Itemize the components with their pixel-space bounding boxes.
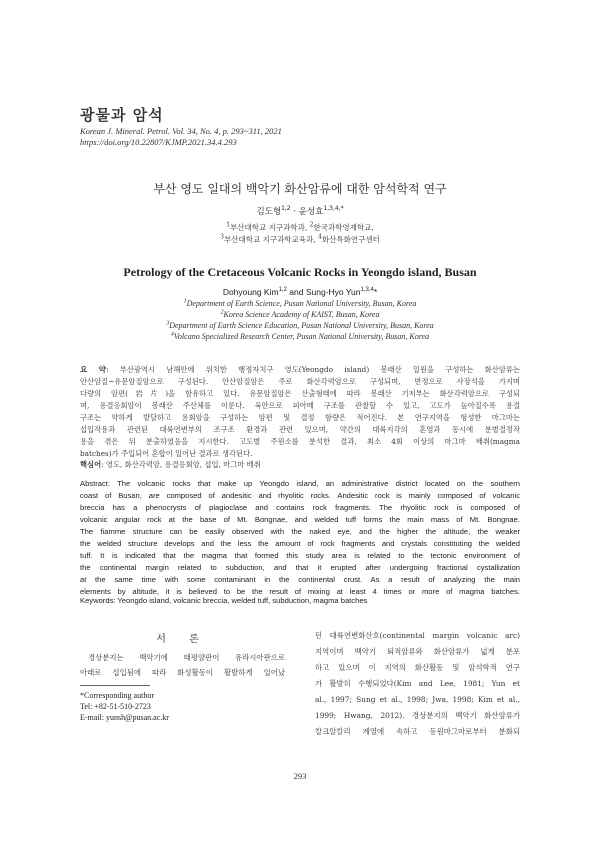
aff-sup: 3 [220, 233, 224, 241]
body-line: 던 대륙연변화산호(continental margin volcanic arc) [315, 631, 520, 640]
korean-affiliation-line-1 [0, 222, 600, 234]
korean-author-2: · 윤성효 [290, 207, 324, 217]
keywords-text: : Yeongdo island, volcanic breccia, welded tuff, subduction, magma batches [113, 596, 368, 605]
journal-name: 광물과 암석 [80, 106, 164, 124]
abstract-line: 용을 겪은 뒤 분출하였음을 지시한다. 고도별 주원소를 분석한 결과, 최소 4회 이상의 마그마 배취(magma [80, 437, 520, 446]
corresponding-star: * [373, 287, 378, 297]
abstract-line: coast of Busan, are composed of andesitic and rhyolitic rocks. Andesitic rock is mainly composed of volcanic [80, 491, 520, 500]
korean-authors [0, 205, 600, 217]
english-affiliation-4 [0, 331, 600, 342]
korean-author-1: 김도형 [256, 207, 282, 217]
abstract-line: the continental margin related to subduction, and that it erupted after undergoing fractional cystallization [80, 563, 520, 572]
footnote-email[interactable]: E-mail: yunsh@pusan.ac.kr [80, 713, 169, 722]
aff-sup: 1 [226, 221, 231, 229]
abstract-line: tuff. It is indicated that the magma that formed this study area is related to the tectonic environment of [80, 551, 520, 560]
footnote-tel: Tel: +82-51-510-2723 [80, 702, 151, 711]
abstract-line: batches)가 주입되어 혼합이 일어난 결과로 생각된다. [80, 449, 253, 458]
english-aff-text: Volcano Specialized Research Center, Pusan National University, Busan, Korea [173, 332, 430, 341]
english-aff-text: Department of Earth Science, Pusan National University, Busan, Korea [186, 299, 417, 308]
body-line: al., 1997; Sung et al., 1998; Jwa, 1998; Kim et al., [315, 695, 520, 704]
footnote-divider [80, 685, 150, 686]
aff-sup: 3 [166, 320, 170, 327]
body-line: 1999; Hwang, 2012). 경상분지의 백악기 화산암류가 [315, 711, 520, 720]
left-column-text [80, 650, 285, 680]
keywords-text: : 영도, 화산각력암, 용결응회암, 섭입, 마그마 배취 [101, 460, 261, 469]
keywords-label: Keywords [80, 596, 114, 605]
english-keywords [80, 596, 520, 605]
body-line: 가 활발히 수행되었다(Kim and Lee, 1981; Yun et [315, 679, 520, 688]
aff-sup: 2 [309, 221, 314, 229]
english-title: Petrology of the Cretaceous Volcanic Rocks in Yeongdo island, Busan [123, 265, 477, 279]
author-1-superscript: 1,2 [278, 287, 287, 294]
english-author-2: and Sung-Hyo Yun [286, 287, 361, 297]
english-affiliation-1 [0, 298, 600, 309]
body-line: 하고 있으며 이 지역의 화산활동 및 암석학적 연구 [315, 663, 520, 672]
abstract-text: : 부산광역시 남해안에 위치한 행정자치구 영도(Yeongdo island) 봉래산 일원을 구성하는 화산암류는 [106, 365, 521, 374]
author-2-superscript: 1,3,4, [323, 205, 341, 213]
korean-keywords [80, 460, 520, 470]
abstract-text: : The volcanic rocks that make up Yeongdo island, an administrative district located on the southern [107, 479, 520, 488]
abstract-line: 다량의 암편(岩片)을 함유하고 있다. 유문암질암은 산출형태에 따라 봉래산 기저부는 화산각력암으로 구성되 [80, 389, 520, 398]
abstract-line: breccia has a phenocrysts of plagioclase and contains rock fragments. The rhyolitic rock is composed of [80, 503, 520, 512]
abstract-label: Abstract [80, 479, 108, 488]
citation-block [80, 126, 282, 148]
citation: Korean J. Mineral. Petrol. Vol. 34, No. 4, p. 293~311, 2021 [80, 126, 282, 136]
english-aff-text: Department of Earth Science Education, Pusan National University, Busan, Korea [169, 321, 434, 330]
abstract-line: elements by altitude, it is believed to be the result of mixing at least 4 times or more of magma batches. [80, 587, 520, 596]
abstract-line: volcanic angular rock at the base of Mt. Bongnae, and welded tuff forms the main mass of Mt. Bongnae. [80, 515, 520, 524]
abstract-line: 안산암질~유문암질암으로 구성된다. 안산암질암은 주로 화산각력암으로 구성되며, 반정으로 사장석을 가지며 [80, 377, 520, 386]
body-line: 칼크알칼리 계열에 속하고 동원마그마로부터 분화되 [315, 727, 520, 736]
corresponding-star: * [340, 205, 344, 213]
keywords-label: 핵심어 [80, 460, 102, 469]
korean-aff-4: 화산특화연구센터 [321, 235, 380, 244]
english-affiliations [0, 298, 600, 342]
aff-sup: 1 [183, 298, 187, 305]
abstract-line [80, 364, 520, 376]
english-author-1: Dohyoung Kim [222, 287, 279, 297]
footnote-corresponding: *Corresponding author [80, 691, 154, 700]
abstract-line: The fiamme structure can be easily observed with the naked eye, and the higher the altitude, the weaker [80, 527, 520, 536]
section-heading-introduction: 서 론 [156, 634, 209, 645]
page-number: 293 [293, 771, 307, 781]
author-1-superscript: 1,2 [281, 205, 291, 213]
english-authors [0, 287, 600, 297]
aff-sup: 4 [170, 331, 174, 338]
korean-aff-3: 부산대학교 지구과학교육과, [223, 235, 319, 244]
corresponding-author-footnote [80, 690, 169, 723]
body-line: 아래로 섭입됨에 따라 화성활동이 활발하게 일어났 [80, 668, 285, 677]
korean-affiliations [0, 222, 600, 246]
abstract-line: the welded structure develops and the less the amount of rock fragments and crystals constituting the welded [80, 539, 520, 548]
korean-aff-1: 부산대학교 지구과학과, [230, 223, 310, 232]
abstract-line: 며, 용결응회암이 봉래산 주산체를 이룬다. 육안으로 피아메 구조를 관찰할 수 있고, 고도가 높아질수록 용결 [80, 401, 520, 410]
english-affiliation-2 [0, 309, 600, 320]
korean-affiliation-line-2 [0, 234, 600, 246]
abstract-line: 섭입작용과 관련된 대륙연변부의 조구조 환경과 관련 있으며, 약간의 대륙지각의 혼염과 동시에 분별결정작 [80, 425, 520, 434]
abstract-line: at the same time with some contaminant in the continental crust. As a result of analyzing the main [80, 575, 520, 584]
body-line: 경상분지는 백악기에 태평양판이 유라시아판으로 [88, 653, 285, 662]
abstract-line: 구조는 약하게 발달하고 용회암을 구성하는 암편 및 결정 함량은 적어진다. 본 연구지역을 형성한 마그마는 [80, 413, 520, 422]
author-2-superscript: 1,3,4 [360, 287, 374, 294]
english-abstract [80, 478, 520, 598]
korean-title: 부산 영도 일대의 백악기 화산암류에 대한 암석학적 연구 [153, 182, 447, 196]
english-aff-text: Korea Science Academy of KAIST, Busan, Korea [223, 310, 380, 319]
aff-sup: 2 [220, 309, 224, 316]
abstract-label: 요 약 [80, 365, 107, 374]
english-affiliation-3 [0, 320, 600, 331]
korean-aff-2: 한국과학영재학교, [313, 223, 374, 232]
korean-abstract [80, 364, 520, 460]
aff-sup: 4 [318, 233, 322, 241]
abstract-line [80, 478, 520, 490]
right-column-text [315, 628, 520, 740]
doi-link[interactable]: https://doi.org/10.22807/KJMP.2021.34.4.293 [80, 137, 237, 147]
body-line: 지역이며 백악기 퇴적암류와 화산암류가 넓게 분포 [315, 647, 520, 656]
